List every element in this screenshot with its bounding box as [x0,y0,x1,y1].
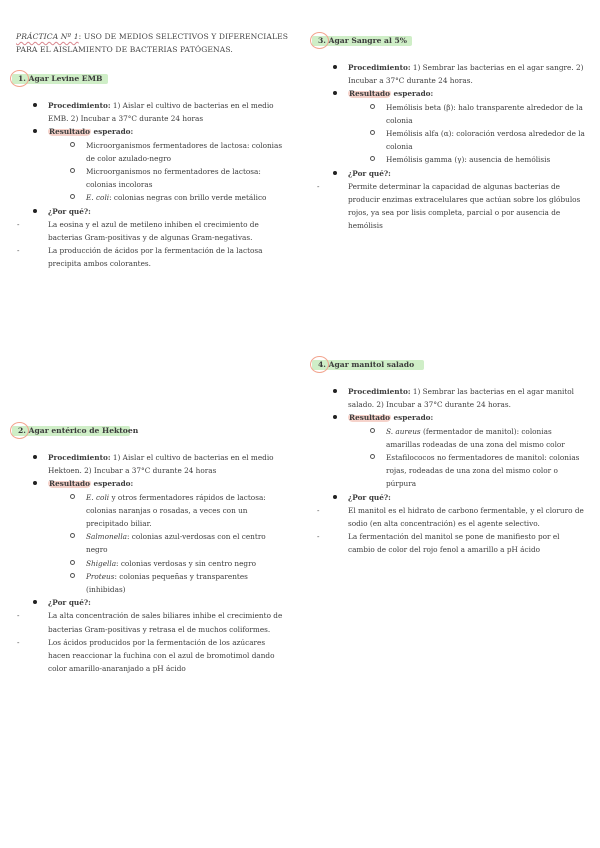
why-item [14,218,286,244]
why-text: La alta concentración de sales biliares inhibe el crecimiento de bacterias Gram-positivas y retrasa el de muchos coliformes. [48,611,283,634]
section-agar-sangre [314,28,586,233]
result-text: : colonias pequeñas y transparentes (inhibidas) [86,571,248,595]
procedure-text: 1) Sembrar las bacterias en el agar manitol salado. 2) Incubar a 37°C durante 24 horas. [348,387,575,410]
why-label [314,167,586,180]
result-label-highlight: Resultado [49,127,90,137]
section-heading [14,425,146,436]
result-text: Hemólisis gamma (γ): ausencia de hemólisis [386,155,551,165]
result-label [314,411,586,424]
procedure-text: 1) Sembrar las bacterias en el agar sangre. 2) Incubar a 37°C durante 24 horas. [348,63,584,86]
result-item [14,570,286,596]
procedure-label: Procedimiento: [48,101,111,110]
section-hektoen [14,418,286,675]
why-label [314,491,586,504]
organism-name: Shigella [86,558,117,568]
result-text: Estafilococos no fermentadores de manitol: colonias rojas, rodeadas de una zona del mismo color o púrpura [386,453,580,489]
page-title [16,30,296,56]
result-item [314,425,586,451]
procedure-item [314,385,586,411]
result-label-rest: esperado: [90,127,134,137]
why-item [14,609,286,635]
why-text: La eosina y el azul de metileno inhiben el crecimiento de bacterias Gram-positivas y de algunas Gram-negativas. [48,219,259,243]
section-levine-emb [14,66,286,271]
organism-name: Salmonella [86,532,128,542]
why-text: Los ácidos producidos por la fermentación de los azúcares hacen reaccionar la fuchina con el azul de bromotimol dando color amarillo-anaranjado a pH ácido [48,637,275,674]
why-text: Permite determinar la capacidad de algunas bacterias de producir enzimas extracelulares que actúan sobre los glóbulos rojos, ya sea por lisis completa, parcial o por ausencia de hemólisis [348,181,581,231]
result-item [314,153,586,166]
result-label-highlight: Resultado [349,413,390,423]
result-text: Microorganismos no fermentadores de lactosa: colonias incoloras [86,167,261,190]
result-text: Hemólisis alfa (α): coloración verdosa alrededor de la colonia [386,129,585,152]
procedure-label: Procedimiento: [348,63,411,72]
procedure-text: 1) Aislar el cultivo de bacterias en el medio EMB. 2) Incubar a 37°C durante 24 horas [48,101,274,124]
result-text: : colonias negras con brillo verde metálico [109,193,267,203]
result-text: : colonias verdosas y sin centro negro [116,558,256,568]
why-label-text: ¿Por qué?: [48,598,91,608]
result-item [14,557,286,570]
procedure-item [14,451,286,477]
why-label-text: ¿Por qué?: [348,492,391,502]
result-item [14,165,286,191]
result-item [14,191,286,204]
why-label-text: ¿Por qué?: [348,168,391,178]
section-heading [14,73,110,84]
why-label-text: ¿Por qué?: [48,206,91,216]
result-label [14,477,286,490]
why-label [14,596,286,609]
result-item [14,139,286,165]
result-label [314,87,586,100]
result-item [314,451,586,491]
result-text: (fermentador de manitol): colonias amarillas rodeadas de una zona del mismo color [386,426,565,449]
section-agar-manitol [314,352,586,557]
result-label-rest: esperado: [390,413,434,423]
why-text: La producción de ácidos por la fermentación de la lactosa precipita ambos colorantes. [48,246,263,269]
section-title: 4. Agar manitol salado [318,360,415,369]
why-item [314,504,586,530]
result-item [314,101,586,127]
result-label-rest: esperado: [390,89,434,99]
why-item [314,530,586,556]
result-label-highlight: Resultado [349,89,390,99]
page-title-lead: PRÁCTICA Nº 1 [16,32,79,41]
why-item [14,636,286,676]
organism-name: Proteus [86,571,115,581]
procedure-item [14,99,286,125]
result-item [14,530,286,556]
section-title: 1. Agar Levine EMB [18,74,103,83]
result-text: Hemólisis beta (β): halo transparente alrededor de la colonia [386,102,583,125]
result-item [14,491,286,531]
why-text: El manitol es el hidrato de carbono fermentable, y el cloruro de sodio (en alta concentración) es el agente selectivo. [348,505,584,529]
organism-name: S. aureus [386,426,421,436]
section-title: 2. Agar entérico de Hektoen [18,426,139,435]
procedure-text: 1) Aislar el cultivo de bacterias en el medio Hektoen. 2) Incubar a 37°C durante 24 horas [48,453,274,476]
result-label-highlight: Resultado [49,479,90,489]
result-text: : colonias azul-verdosas con el centro negro [86,532,266,555]
procedure-item [314,61,586,87]
result-item [314,127,586,153]
section-heading [314,35,415,46]
result-text: Microorganismos fermentadores de lactosa: colonias de color azulado-negro [86,140,283,163]
why-item [314,180,586,233]
result-text: y otros fermentadores rápidos de lactosa: colonias naranjas o rosadas, a veces con un precipitado biliar. [86,492,266,529]
section-heading [314,359,422,370]
procedure-label: Procedimiento: [348,387,411,396]
result-label [14,125,286,138]
organism-name: E. coli [86,492,110,502]
page-title-rest: : USO DE MEDIOS SELECTIVOS Y DIFERENCIALES PARA EL AISLAMIENTO DE BACTERIAS PATÓGENAS. [16,32,289,54]
why-label [14,205,286,218]
procedure-label: Procedimiento: [48,453,111,462]
organism-name: E. coli [86,193,110,203]
why-text: La fermentación del manitol se pone de manifiesto por el cambio de color del rojo fenol a amarillo a pH ácido [348,532,560,555]
section-title: 3. Agar Sangre al 5% [318,36,407,45]
result-label-rest: esperado: [90,479,134,489]
why-item [14,244,286,270]
